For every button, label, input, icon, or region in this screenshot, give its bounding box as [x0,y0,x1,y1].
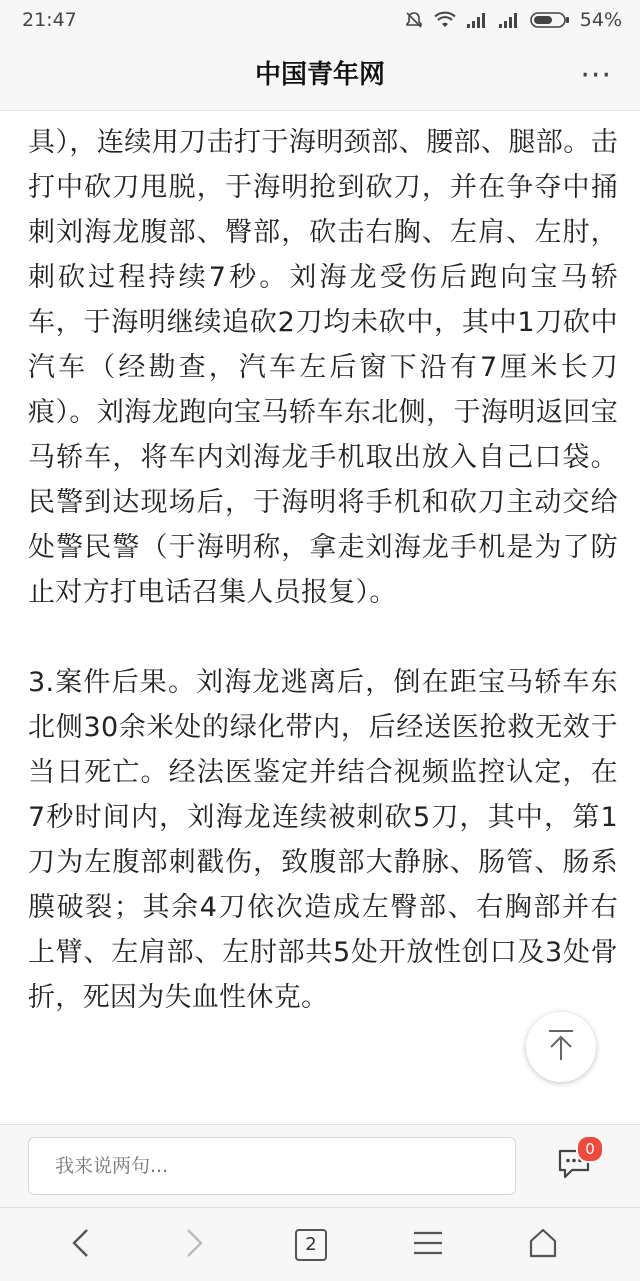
forward-button[interactable] [155,1208,235,1281]
tab-count: 2 [295,1229,327,1261]
hamburger-menu-icon [413,1230,443,1260]
mute-icon [404,10,424,30]
home-icon [527,1227,559,1263]
article-paragraph: 3.案件后果。刘海龙逃离后，倒在距宝马轿车东北侧30余米处的绿化带内，后经送医抢救无效于当日死亡。经法医鉴定并结合视频监控认定，在7秒时间内，刘海龙连续被刺砍5刀，其中，第1刀为左腹部刺戳伤，致腹部大静脉、肠管、肠系膜破裂；其余4刀依次造成左臀部、右胸部并右上臂、左肩部、左肘部共5处开放性创口及3处骨折，死因为失血性休克。 [28,667,618,1013]
battery-icon [530,11,570,29]
article-body [28,112,618,1124]
signal-icon [466,12,488,28]
status-icons [404,9,622,31]
status-bar [0,0,640,40]
page-title: 中国青年网 [254,60,385,90]
battery-level: 54% [579,9,622,31]
browser-bottom-nav [0,1207,640,1281]
back-button[interactable] [40,1208,120,1281]
page-header [0,40,640,111]
scroll-to-top-button[interactable] [526,1012,596,1082]
tabs-button[interactable] [271,1208,351,1281]
chevron-right-icon [184,1227,206,1263]
comment-count-badge: 0 [576,1135,604,1163]
comment-input[interactable] [28,1137,516,1195]
status-time: 21:47 [22,9,77,31]
comment-bar [0,1124,640,1207]
chevron-left-icon [69,1227,91,1263]
home-button[interactable] [503,1208,583,1281]
signal-icon-2 [498,12,520,28]
article-paragraph: 具），连续用刀击打于海明颈部、腰部、腿部。击打中砍刀甩脱，于海明抢到砍刀，并在争夺中捅刺刘海龙腹部、臀部，砍击右胸、左肩、左肘，刺砍过程持续7秒。刘海龙受伤后跑向宝马轿车，于海明继续追砍2刀均未砍中，其中1刀砍中汽车（经勘查，汽车左后窗下沿有7厘米长刀痕）。刘海龙跑向宝马轿车东北侧，于海明返回宝马轿车，将车内刘海龙手机取出放入自己口袋。民警到达现场后，于海明将手机和砍刀主动交给处警民警（于海明称，拿走刘海龙手机是为了防止对方打电话召集人员报复）。 [28,127,618,608]
menu-button[interactable] [388,1208,468,1281]
arrow-up-icon [546,1028,576,1066]
more-menu-button[interactable]: ··· [580,58,612,93]
wifi-icon [434,11,456,29]
